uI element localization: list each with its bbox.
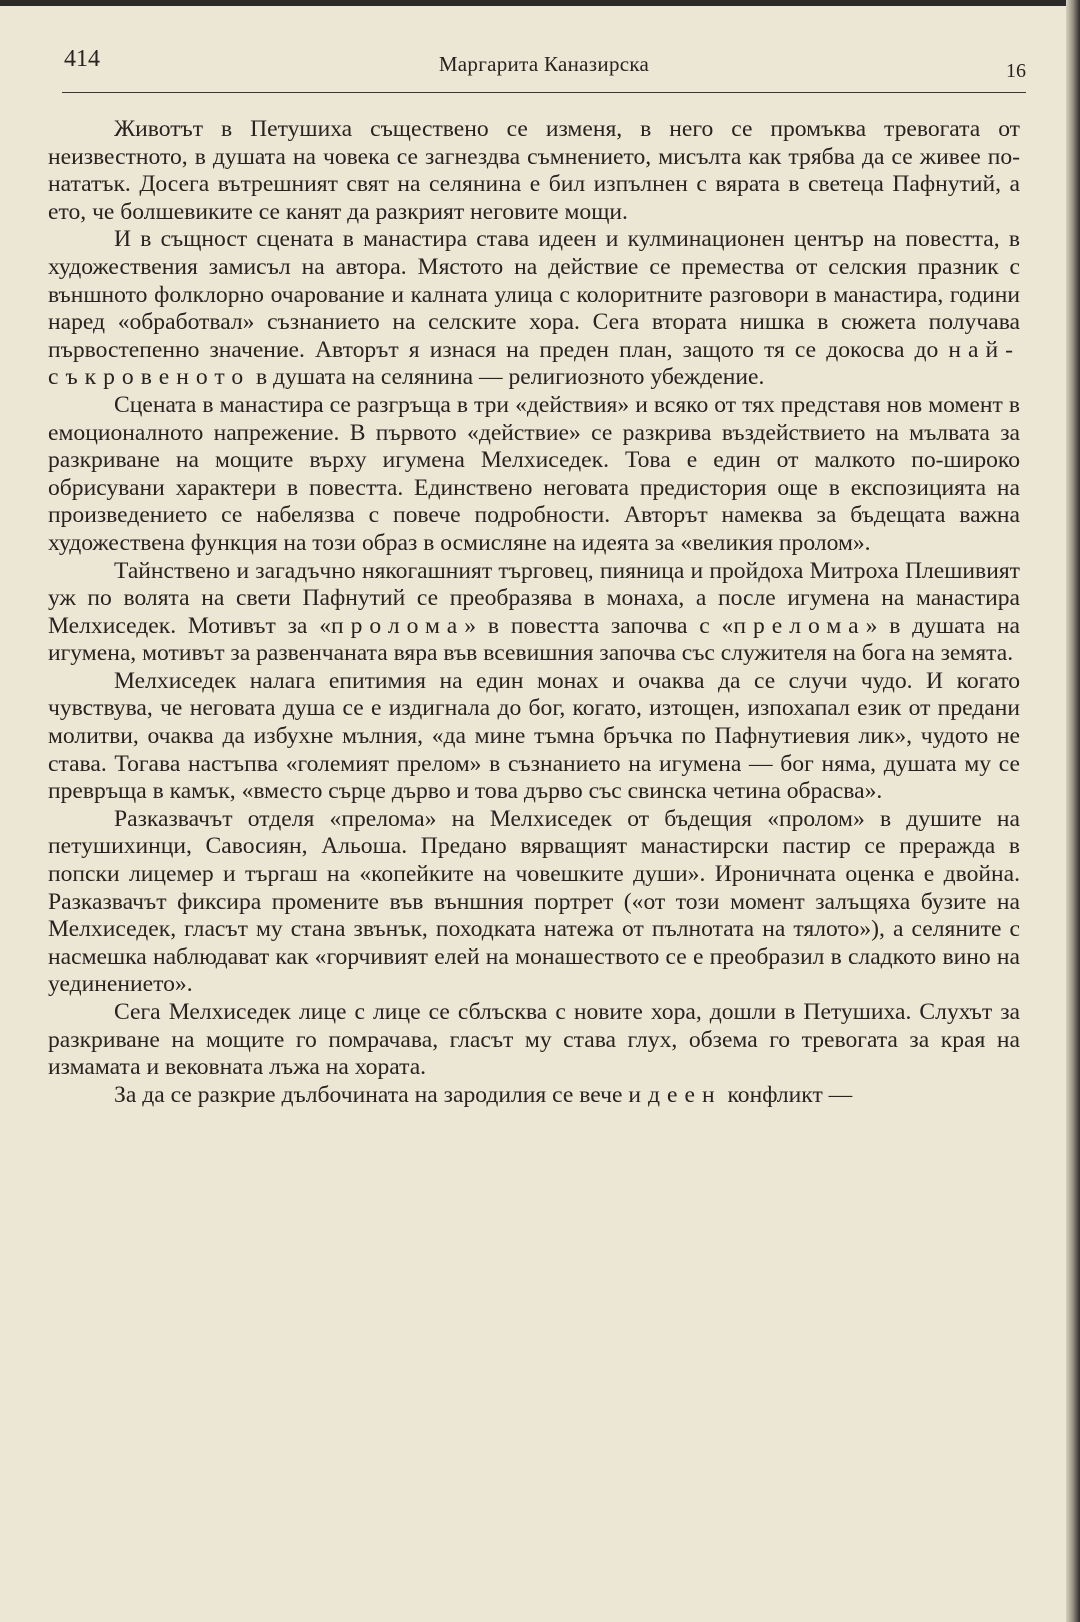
scan-top-edge: [0, 0, 1080, 6]
paragraph-7: [48, 999, 1020, 1082]
paragraph-8: [48, 1082, 1020, 1110]
emphasis-spaced: идеен: [628, 1081, 722, 1108]
page-header: [62, 46, 1026, 96]
paragraph-text: конфликт —: [721, 1081, 853, 1108]
paragraph-text: » в душата на игумена, мотивът за развенчаната вяра във всевишния започва със служителя на бога на земята.: [48, 612, 1020, 667]
page-number: 414: [64, 46, 100, 72]
paragraph-1: [48, 116, 1020, 226]
paragraph-text: Мелхиседек налага епитимия на един монах и очаква да се случи чудо. И когато чувствува, че неговата душа се е издигнала до бог, когато, изтощен, изпохапал език от предани молитви, очаква да избухне мълния, «да мине тъмна бръчка по Пафнутиевия лик», чудото не става. Тогава настъпва «големият прелом» в съзнанието на игумена — бог няма, душата му се превръща в камък, «вместо сърце дърво и това дърво със свинска четина обрасва».: [48, 667, 1020, 805]
body-text: [48, 116, 1020, 1109]
paragraph-3: [48, 392, 1020, 558]
running-title: Маргарита Каназирска: [438, 52, 650, 76]
paragraph-text: Сега Мелхиседек лице с лице се сблъсква с новите хора, дошли в Петушиха. Слухът за разкриване на мощите го помрачава, гласът му става глух, обзема го тревогата за края на измамата и вековната лъжа на хората.: [48, 999, 1020, 1081]
paragraph-text: Тайнствено и загадъчно някогашният търговец, пияница и пройдоха Митроха Плешивият уж по волята на свети Пафнутий се преобразява в монаха, а после игумена на манастира Мелхиседек. Мотивът за «: [48, 557, 1020, 639]
signature-mark: 16: [1006, 60, 1026, 82]
book-spine-edge: [1066, 0, 1080, 1622]
paragraph-text: Сцената в манастира се разгръща в три «действия» и всяко от тях представя нов момент в емоционалното напрежение. В първото «действие» се разкрива въздействието на мълвата за разкриване на мощите върху игумена Мелхиседек. Това е един от малкото по-широко обрисувани характери в повестта. Единствено неговата предистория още в експозицията на произведението се набелязва с повече подробности. Авторът намеква за бъдещата важна художествена функция на този образ в осмисляне на идеята за «великия пролом».: [48, 391, 1020, 556]
paragraph-text: За да се разкрие дълбочината на зародилия се вече: [114, 1081, 629, 1108]
paragraph-text: » в повестта започва с «: [464, 612, 734, 639]
paragraph-text: Животът в Петушиха съществено се изменя, в него се промъква тревогата от неизвестното, в душата на човека се загнездва съмнението, мисълта как трябва да се живее по-нататък. Досега вътрешният свят на селянина е бил изпълнен с вярата в светеца Пафнутий, а ето, че болшевиките се канят да разкрият неговите мощи.: [48, 116, 1020, 225]
header-rule: [62, 92, 1026, 93]
paragraph-5: [48, 668, 1020, 806]
paragraph-4: [48, 558, 1020, 668]
paragraph-2: [48, 226, 1020, 392]
emphasis-spaced: пролома: [331, 612, 465, 639]
paragraph-6: [48, 806, 1020, 999]
paragraph-text: в душата на селянина — религиозното убеждение.: [250, 364, 765, 391]
emphasis-spaced: прелома: [733, 612, 866, 639]
emphasis-spaced: най-съкровеното: [48, 336, 1020, 391]
paragraph-text: Разказвачът отделя «прелома» на Мелхиседек от бъдещия «пролом» в душите на петушихинци, Савосиян, Альоша. Предано вярващият манастирски пастир се преражда в попски лицемер и търгаш на «копейките на човешките души». Ироничната оценка е двойна. Разказвачът фиксира промените във външния портрет («от този момент залъщяха бузите на Мелхиседек, гласът му стана звънък, походката натежа от пълнотата на тялото»), а селяните с насмешка наблюдават как «горчивият елей на монашеството се е преобразил в сладкото вино на уединението».: [48, 805, 1020, 998]
paragraph-text: И в същност сцената в манастира става идеен и кулминационен център на повестта, в художествения замисъл на автора. Мястото на действие се премества от селския празник с външното фолклорно очарование и калната улица с колоритните разговори в манастира, години наред «обработвал» съзнанието на селските хора. Сега втората нишка в сюжета получава първостепенно значение. Авторът я изнася на преден план, защото тя се докосва до: [48, 226, 1020, 363]
